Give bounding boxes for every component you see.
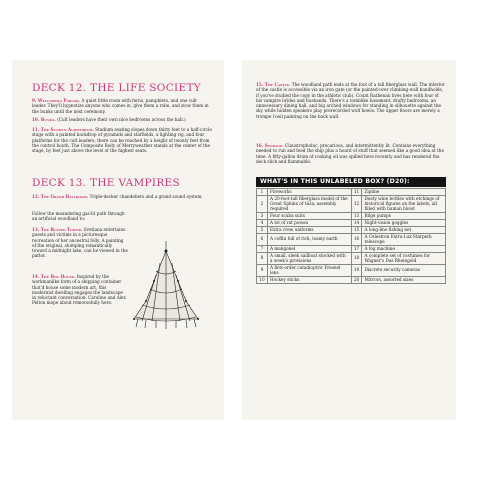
- roll-number: 20: [351, 277, 362, 284]
- entry-label: 12. The Grand Ballroom.: [32, 194, 89, 199]
- entry-label: 11. The Sunken Auditorium.: [32, 127, 94, 132]
- table-row: [257, 246, 446, 253]
- roll-result: Mirrors, assorted sizes: [362, 277, 446, 284]
- deck-13-title: DECK 13. THE VAMPIRES: [32, 177, 180, 189]
- entry-box-house: [32, 274, 128, 306]
- entry-welcoming-parlor: [32, 98, 212, 114]
- entry-ruined-tower: [32, 227, 128, 259]
- roll-number: 9: [257, 265, 268, 277]
- roll-result: Fireworks: [267, 189, 351, 196]
- entry-text: Claustrophobic, precarious, and intermittently lit. Contains everything needed to run and feed the ship plus a hoard of stuff that seemed like a good idea at the time. A fifty-gallon drum of cooking oil was spilled here recently and has rendered the deck slick and flammable.: [256, 143, 444, 164]
- roll-number: 10: [257, 277, 268, 284]
- roll-number: 4: [257, 220, 268, 227]
- roll-number: 14: [351, 220, 362, 227]
- right-page: [242, 60, 456, 420]
- roll-number: 17: [351, 246, 362, 253]
- roll-number: 8: [257, 253, 268, 265]
- roll-result: A complete set of costumes for Wagner's Das Rheingold: [362, 253, 446, 265]
- entry-label: 9. Welcoming Parlor.: [32, 98, 81, 103]
- roll-result: Bilge pumps: [362, 213, 446, 220]
- entry-label: 10. Bunks.: [32, 117, 56, 122]
- roll-result: A lot of rat poison: [267, 220, 351, 227]
- entry-castle: [256, 82, 446, 119]
- roll-number: 15: [351, 227, 362, 234]
- table-row: [257, 277, 446, 284]
- roll-number: 19: [351, 265, 362, 277]
- entry-sunken-auditorium: [32, 127, 212, 153]
- box-table-title: WHAT'S IN THIS UNLABELED BOX? (D20):: [256, 177, 446, 187]
- entry-storage: [256, 143, 446, 164]
- roll-result: A coffin full of rich, loamy earth: [267, 234, 351, 246]
- roll-number: 13: [351, 213, 362, 220]
- roll-number: 16: [351, 234, 362, 246]
- entry-text: The woodland path ends at the foot of a tall fiberglass wall. The interior of the castle is accessible via an iron gate (or the painted-over climbing-wall handholds, if you've studied the copy in the athletic club). Count Rathenau lives here with four of his vampire brides and husbands. There's a tomblike basement, drafty bedrooms, an unnecessary dining hall, and big arched windows for standing in silhouette against the sky while hidden speakers play prerecorded wolf howls. The upper floors are merely a trompe l'oeil painting on the back wall.: [256, 82, 445, 119]
- roll-number: 11: [351, 189, 362, 196]
- roll-number: 7: [257, 246, 268, 253]
- roll-result: A long-line fishing net: [362, 227, 446, 234]
- left-page: [12, 60, 224, 420]
- roll-result: A mangonel: [267, 246, 351, 253]
- roll-result: A 20-foot-tall fiberglass model of the Great Sphinx of Giza, assembly required: [267, 196, 351, 213]
- roll-number: 1: [257, 189, 268, 196]
- entry-text: Inspired by the workmanlike form of a shipping container that'd house some modern art, this modernist dwelling engages the landscape in reluctant conversation. Caroline and Alex Pelton mope about remorsefully here.: [32, 274, 126, 306]
- table-row: [257, 253, 446, 265]
- roll-result: A small, sleek sailboat stocked with a week's provisions: [267, 253, 351, 265]
- entry-label: 14. The Box House.: [32, 274, 76, 279]
- roll-result: Night-vision goggles: [362, 220, 446, 227]
- unlabeled-box-table: [256, 188, 446, 284]
- entry-bunks: [32, 117, 212, 122]
- table-row: [257, 265, 446, 277]
- roll-result: Zipline: [362, 189, 446, 196]
- entry-label: 15. The Castle.: [256, 82, 291, 87]
- roll-number: 18: [351, 253, 362, 265]
- entry-text: Stadium seating slopes down thirty feet to a half-circle stage with a painted backdrop of pyramids and starfields, a lighting rig, and four platforms for the cult leaders; there can be reached by a height of twenty feet from the control booth. The Composite Body of Merryweather stands at the center of the stage, by feet just above the level of the highest seats.: [32, 127, 212, 154]
- chandelier-illustration: [116, 220, 216, 350]
- entry-text: A quiet little room with ferns, pamphlets, and one cult leader. They'll hypnotize anyone who comes in, give them a robe, and stow them in the bunks until the next ceremony.: [32, 98, 209, 114]
- follow-path-text: Follow the meandering gas-lit path through an artificial woodland to:: [32, 211, 125, 222]
- roll-result: A Celestron Extra-Lux Starperk telescope: [362, 234, 446, 246]
- roll-number: 3: [257, 213, 268, 220]
- entry-text: (Cult leaders have their own nice bedrooms across the hall.): [57, 117, 186, 122]
- table-row: [257, 189, 446, 196]
- table-row: [257, 213, 446, 220]
- table-row: [257, 220, 446, 227]
- roll-result: A first-order catadioptric Fresnel lens: [267, 265, 351, 277]
- entry-label: 16. Storage.: [256, 143, 284, 148]
- roll-number: 5: [257, 227, 268, 234]
- roll-result: Hockey sticks: [267, 277, 351, 284]
- roll-result: A fog machine: [362, 246, 446, 253]
- deck-12-title: DECK 12. THE LIFE SOCIETY: [32, 82, 201, 94]
- entry-text: Svetlana entertains guests and victims in a picturesque recreation of her ancestral folly. A painting of the original, slumping romantically toward a midnight lake, can be viewed in the parlor.: [32, 227, 128, 259]
- table-row: [257, 196, 446, 213]
- roll-result: Discrete security cameras: [362, 265, 446, 277]
- roll-number: 2: [257, 196, 268, 213]
- roll-result: Dusty wine bottles with etchings of historical figures on the labels, all filled with human blood: [362, 196, 446, 213]
- entry-label: 13. The Ruined Tower.: [32, 227, 83, 232]
- roll-number: 12: [351, 196, 362, 213]
- entry-text: Triple-decker chandeliers and a grand sound system.: [89, 194, 203, 199]
- roll-result: Extra crew uniforms: [267, 227, 351, 234]
- table-row: [257, 227, 446, 234]
- table-row: [257, 234, 446, 246]
- roll-number: 6: [257, 234, 268, 246]
- roll-result: Four scuba suits: [267, 213, 351, 220]
- entry-grand-ballroom: [32, 194, 212, 199]
